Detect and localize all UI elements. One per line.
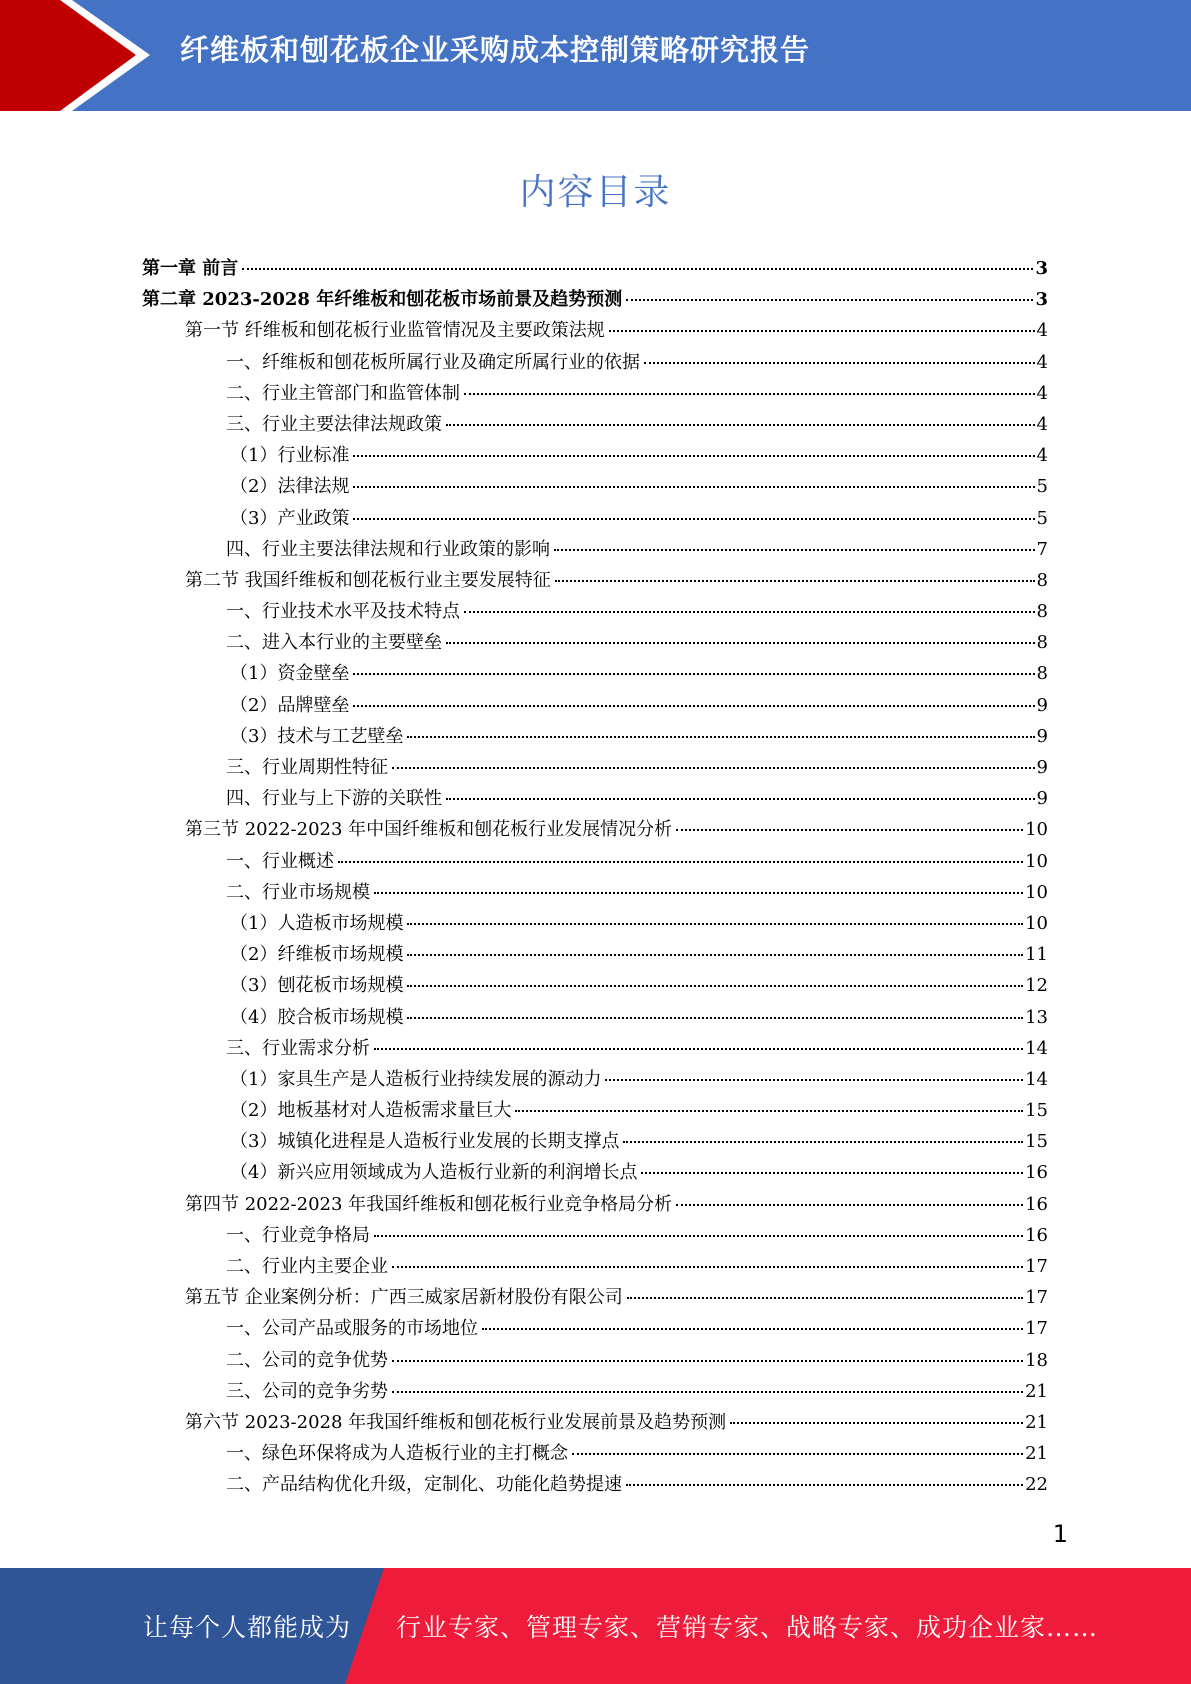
toc-leader-dots <box>392 1265 1023 1268</box>
toc-leader-dots <box>627 1296 1023 1299</box>
toc-entry-page: 17 <box>1025 1256 1048 1277</box>
toc-entry[interactable] <box>0 565 1191 596</box>
toc-entry-page: 10 <box>1025 912 1048 934</box>
toc-leader-dots <box>641 1171 1023 1174</box>
toc-leader-dots <box>242 267 1033 270</box>
toc-entry-text: 一、纤维板和刨花板所属行业及确定所属行业的依据 <box>226 351 640 373</box>
toc-entry[interactable] <box>0 1126 1191 1157</box>
toc-entry[interactable] <box>0 939 1191 970</box>
toc-entry[interactable] <box>0 627 1191 658</box>
toc-entry[interactable] <box>0 1282 1191 1313</box>
toc-leader-dots <box>392 766 1035 769</box>
toc-entry[interactable] <box>0 378 1191 409</box>
toc-entry-page: 21 <box>1025 1380 1048 1402</box>
toc-leader-dots <box>407 953 1023 956</box>
footer-slogan-left: 让每个人都能成为 <box>143 1613 352 1642</box>
toc-entry[interactable] <box>0 658 1191 689</box>
toc-entry-page: 18 <box>1025 1349 1048 1371</box>
toc-leader-dots <box>609 329 1035 332</box>
footer-band <box>0 1568 1191 1684</box>
toc-entry[interactable] <box>0 409 1191 440</box>
toc-leader-dots <box>374 1047 1023 1050</box>
toc-entry-text: （2）法律法规 <box>230 476 350 498</box>
toc-entry-text: 三、公司的竞争劣势 <box>226 1380 388 1402</box>
toc-entry-page: 16 <box>1025 1162 1048 1184</box>
toc-leader-dots <box>407 984 1023 987</box>
toc-entry-page: 3 <box>1035 289 1048 311</box>
toc-entry-page: 5 <box>1036 476 1048 498</box>
toc-entry-text: 三、行业周期性特征 <box>226 757 388 778</box>
toc-entry[interactable] <box>0 315 1191 346</box>
toc-entry-text: 一、行业技术水平及技术特点 <box>226 601 460 623</box>
toc-entry-text: （1）人造板市场规模 <box>230 912 404 934</box>
toc-leader-dots <box>407 1016 1023 1019</box>
toc-entry-page: 9 <box>1036 788 1048 810</box>
toc-entry-text: 第二节 我国纤维板和刨花板行业主要发展特征 <box>185 569 551 591</box>
toc-entry-text: 二、行业内主要企业 <box>226 1256 388 1277</box>
toc-entry-page: 7 <box>1036 538 1048 560</box>
toc-entry-text: 一、绿色环保将成为人造板行业的主打概念 <box>226 1443 568 1465</box>
toc-entry-text: （1）家具生产是人造板行业持续发展的源动力 <box>230 1068 602 1090</box>
toc-entry-page: 15 <box>1025 1100 1048 1122</box>
toc-entry-text: （3）城镇化进程是人造板行业发展的长期支撑点 <box>230 1131 620 1153</box>
toc-leader-dots <box>605 1078 1023 1081</box>
toc-leader-dots <box>353 454 1034 457</box>
toc-entry-text: 一、公司产品或服务的市场地位 <box>226 1318 478 1340</box>
toc-entry-page: 8 <box>1036 569 1048 591</box>
toc-entry[interactable] <box>0 877 1191 908</box>
toc-entry[interactable] <box>0 1407 1191 1438</box>
toc-leader-dots <box>353 704 1034 707</box>
toc-entry-page: 17 <box>1025 1287 1048 1309</box>
toc-entry-text: 四、行业主要法律法规和行业政策的影响 <box>226 538 550 560</box>
toc-leader-dots <box>676 1203 1023 1206</box>
toc-entry-page: 4 <box>1036 351 1048 373</box>
toc-entry[interactable] <box>0 1002 1191 1033</box>
footer-slogan-right: 行业专家、管理专家、营销专家、战略专家、成功企业家…… <box>396 1613 1099 1642</box>
toc-leader-dots <box>392 1390 1023 1393</box>
header-arrow-icon <box>0 0 160 111</box>
toc-entry-text: 第一节 纤维板和刨花板行业监管情况及主要政策法规 <box>185 320 605 342</box>
toc-entry-page: 10 <box>1025 850 1048 872</box>
toc-entry-text: 第二章 2023-2028 年纤维板和刨花板市场前景及趋势预测 <box>142 289 623 311</box>
toc-entry[interactable] <box>0 1157 1191 1188</box>
toc-leader-dots <box>392 1359 1023 1362</box>
toc-leader-dots <box>407 735 1034 738</box>
toc-entry[interactable] <box>0 596 1191 627</box>
header-band <box>0 0 1191 111</box>
toc-entry-text: 第四节 2022-2023 年我国纤维板和刨花板行业竞争格局分析 <box>185 1193 673 1215</box>
toc-entry-text: 第三节 2022-2023 年中国纤维板和刨花板行业发展情况分析 <box>185 819 673 841</box>
toc-entry[interactable] <box>0 1189 1191 1220</box>
toc-entry[interactable] <box>0 1033 1191 1064</box>
toc-entry[interactable] <box>0 846 1191 877</box>
toc-entry[interactable] <box>0 534 1191 565</box>
toc-entry-text: （1）行业标准 <box>230 445 350 467</box>
toc-entry-page: 8 <box>1036 632 1048 654</box>
toc-entry-text: 四、行业与上下游的关联性 <box>226 788 442 810</box>
toc-entry[interactable] <box>0 814 1191 845</box>
toc-entry[interactable] <box>0 1376 1191 1407</box>
toc-entry-text: 第一章 前言 <box>142 258 239 279</box>
toc-entry-page: 4 <box>1036 413 1048 435</box>
toc-entry[interactable] <box>0 1438 1191 1469</box>
toc-entry-text: （3）刨花板市场规模 <box>230 975 404 997</box>
toc-entry[interactable] <box>0 970 1191 1001</box>
toc-entry-text: （2）纤维板市场规模 <box>230 944 404 966</box>
toc-leader-dots <box>446 423 1035 426</box>
toc-entry-text: 一、行业竞争格局 <box>226 1224 370 1246</box>
toc-entry-page: 17 <box>1025 1318 1048 1340</box>
toc-entry-text: 一、行业概述 <box>226 850 334 872</box>
toc-entry-text: 二、行业市场规模 <box>226 881 370 903</box>
toc-entry-page: 11 <box>1025 944 1048 966</box>
toc-entry-text: 二、产品结构优化升级，定制化、功能化趋势提速 <box>226 1474 622 1496</box>
toc-leader-dots <box>554 548 1035 551</box>
toc-entry-page: 13 <box>1025 1006 1048 1028</box>
toc-leader-dots <box>353 672 1034 675</box>
document-title: 纤维板和刨花板企业采购成本控制策略研究报告 <box>180 33 811 67</box>
page-number: 1 <box>1052 1520 1068 1548</box>
toc-entry-text: 二、进入本行业的主要壁垒 <box>226 632 442 654</box>
toc-entry[interactable] <box>0 1095 1191 1126</box>
toc-leader-dots <box>464 392 1035 395</box>
toc-entry-text: 二、公司的竞争优势 <box>226 1349 388 1371</box>
toc-entry[interactable] <box>0 783 1191 814</box>
toc-entry-text: 第六节 2023-2028 年我国纤维板和刨花板行业发展前景及趋势预测 <box>185 1411 727 1433</box>
toc-entry-text: 二、行业主管部门和监管体制 <box>226 382 460 404</box>
toc-entry[interactable] <box>0 752 1191 783</box>
toc-leader-dots <box>353 517 1034 520</box>
toc-entry-page: 4 <box>1036 382 1048 404</box>
toc-leader-dots <box>730 1421 1023 1424</box>
toc-leader-dots <box>626 1483 1023 1486</box>
toc-entry[interactable] <box>0 253 1191 284</box>
toc-entry-text: 三、行业需求分析 <box>226 1037 370 1059</box>
toc-entry-page: 5 <box>1036 507 1048 529</box>
toc-entry-page: 21 <box>1025 1443 1048 1465</box>
toc-leader-dots <box>464 610 1035 613</box>
toc-entry[interactable] <box>0 1313 1191 1344</box>
toc-entry[interactable] <box>0 1251 1191 1282</box>
toc-entry-text: （2）品牌壁垒 <box>230 694 350 716</box>
toc-entry-page: 9 <box>1036 694 1048 716</box>
toc-entry-page: 16 <box>1025 1224 1048 1246</box>
toc-entry-page: 14 <box>1025 1068 1048 1090</box>
toc-entry-text: （1）资金壁垒 <box>230 663 350 685</box>
toc-entry-page: 12 <box>1025 975 1048 997</box>
toc-entry-page: 10 <box>1025 819 1048 841</box>
toc-leader-dots <box>446 641 1035 644</box>
toc-entry-text: （4）胶合板市场规模 <box>230 1006 404 1028</box>
toc-entry-page: 10 <box>1025 881 1048 903</box>
toc-entry-page: 21 <box>1025 1411 1048 1433</box>
toc-leader-dots <box>644 361 1035 364</box>
toc-entry[interactable] <box>0 284 1191 315</box>
toc-entry-page: 15 <box>1025 1131 1048 1153</box>
toc-entry-page: 4 <box>1036 445 1048 467</box>
toc-entry-page: 3 <box>1035 258 1048 279</box>
toc-leader-dots <box>407 922 1023 925</box>
toc-leader-dots <box>555 579 1035 582</box>
toc-leader-dots <box>626 298 1033 301</box>
toc-entry[interactable] <box>0 1220 1191 1251</box>
toc-entry-page: 14 <box>1025 1037 1048 1059</box>
toc-entry[interactable] <box>0 1345 1191 1376</box>
toc-entry[interactable] <box>0 908 1191 939</box>
toc-leader-dots <box>374 891 1023 894</box>
toc-entry[interactable] <box>0 721 1191 752</box>
toc-entry-text: 三、行业主要法律法规政策 <box>226 413 442 435</box>
toc-entry-page: 9 <box>1036 725 1048 747</box>
toc-entry[interactable] <box>0 471 1191 502</box>
toc-entry-text: （2）地板基材对人造板需求量巨大 <box>230 1100 512 1122</box>
toc-leader-dots <box>515 1109 1023 1112</box>
toc-leader-dots <box>676 828 1023 831</box>
toc-leader-dots <box>374 1234 1023 1237</box>
toc-entry-page: 4 <box>1036 320 1048 342</box>
toc-leader-dots <box>623 1140 1023 1143</box>
toc-leader-dots <box>482 1327 1023 1330</box>
toc-leader-dots <box>338 860 1023 863</box>
toc-entry-page: 8 <box>1036 601 1048 623</box>
toc-entry-page: 8 <box>1036 663 1048 685</box>
toc-entry[interactable] <box>0 1469 1191 1500</box>
toc-heading: 内容目录 <box>519 172 672 213</box>
toc-entry[interactable] <box>0 690 1191 721</box>
table-of-contents <box>0 253 1191 1501</box>
toc-leader-dots <box>572 1452 1023 1455</box>
toc-entry-page: 16 <box>1025 1193 1048 1215</box>
toc-entry-page: 9 <box>1036 757 1048 778</box>
toc-entry-text: （3）产业政策 <box>230 507 350 529</box>
toc-entry[interactable] <box>0 1064 1191 1095</box>
toc-leader-dots <box>446 797 1035 800</box>
toc-entry[interactable] <box>0 440 1191 471</box>
toc-entry-text: 第五节 企业案例分析：广西三威家居新材股份有限公司 <box>185 1287 623 1309</box>
toc-leader-dots <box>353 485 1034 488</box>
toc-entry-text: （3）技术与工艺壁垒 <box>230 725 404 747</box>
toc-entry[interactable] <box>0 503 1191 534</box>
toc-entry[interactable] <box>0 347 1191 378</box>
toc-entry-text: （4）新兴应用领域成为人造板行业新的利润增长点 <box>230 1162 638 1184</box>
toc-entry-page: 22 <box>1025 1474 1048 1496</box>
